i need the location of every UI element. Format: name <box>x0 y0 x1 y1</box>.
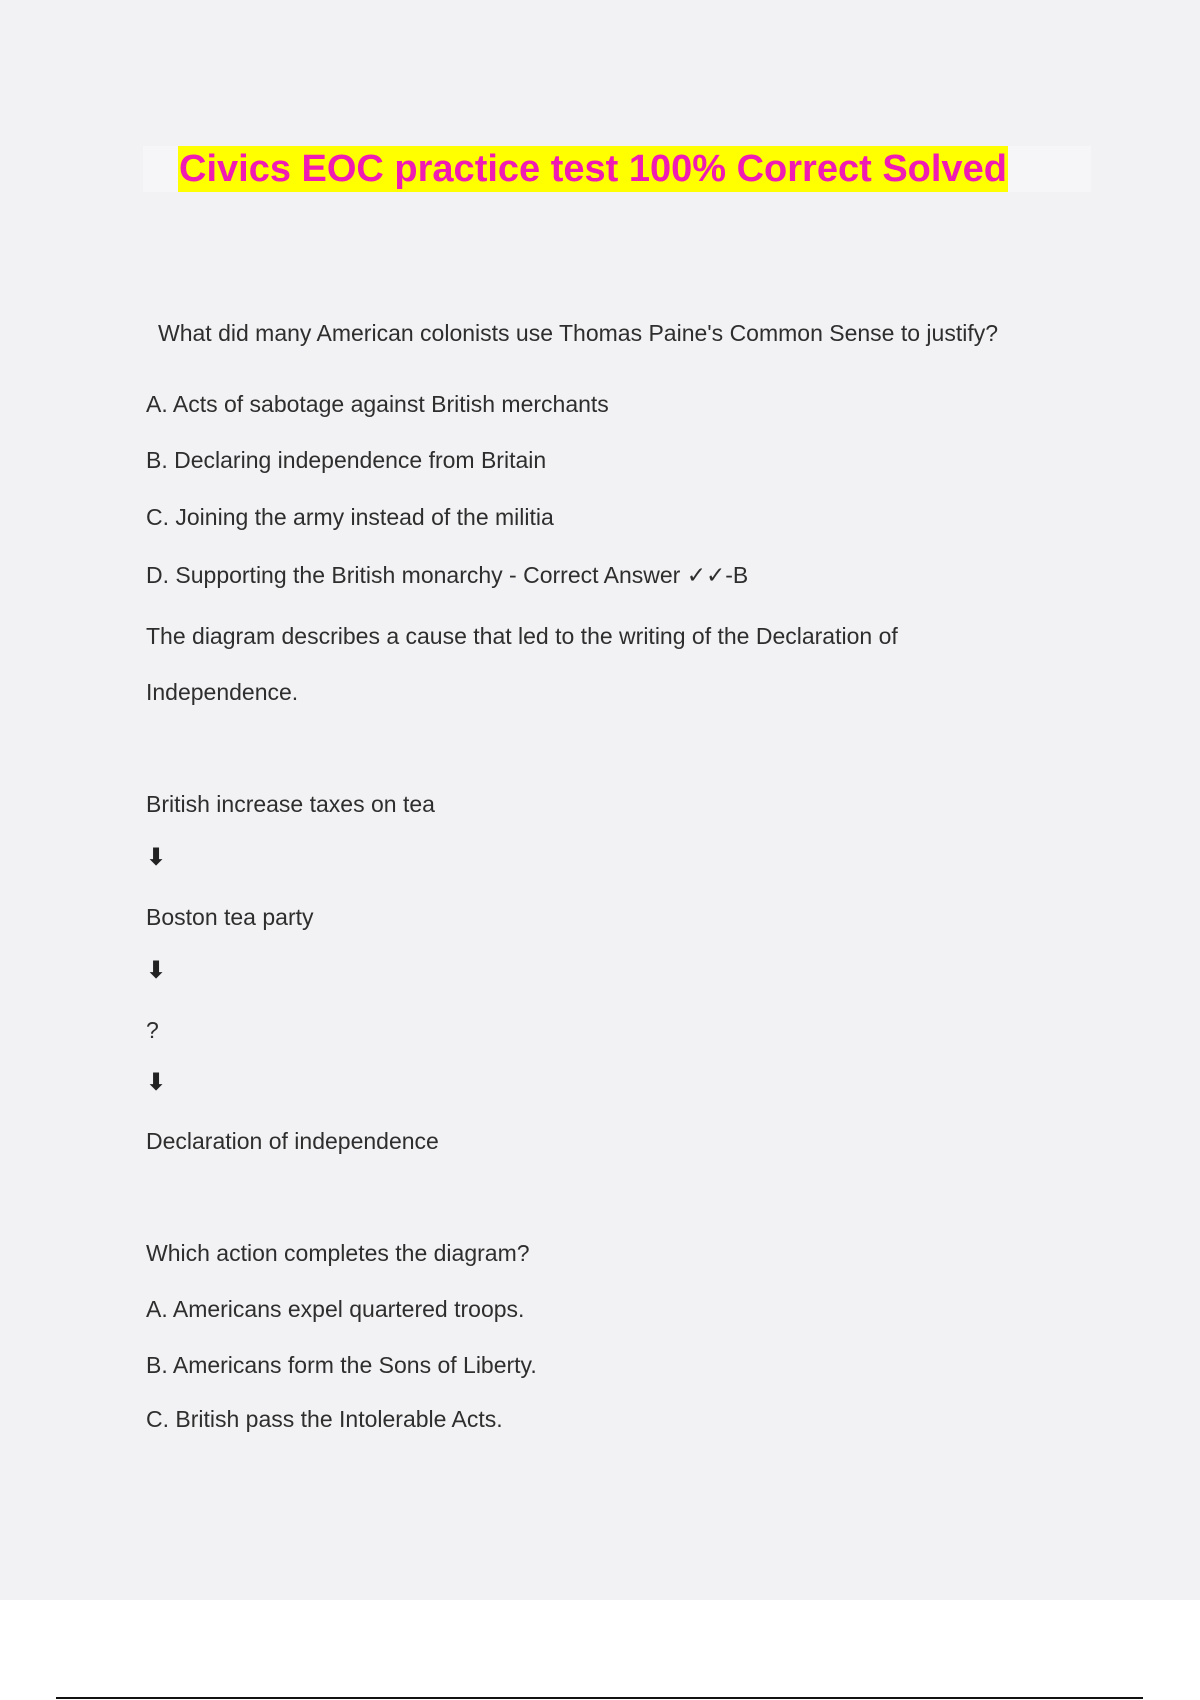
diagram-step-2: Boston tea party <box>146 904 314 930</box>
down-arrow-icon: ⬇ <box>146 957 167 984</box>
question-2-intro-line-2: Independence. <box>146 679 299 705</box>
document-title: Civics EOC practice test 100% Correct Solved <box>179 148 1007 190</box>
question-2-prompt: Which action completes the diagram? <box>146 1240 530 1266</box>
diagram-step-4: Declaration of independence <box>146 1128 439 1154</box>
question-2-option-a: A. Americans expel quartered troops. <box>146 1296 525 1322</box>
question-1-option-c: C. Joining the army instead of the militia <box>146 504 554 530</box>
question-1-option-d-answer: D. Supporting the British monarchy - Correct Answer ✓✓-B <box>146 562 749 588</box>
question-2-option-c: C. British pass the Intolerable Acts. <box>146 1406 503 1432</box>
footer-rule <box>56 1697 1143 1699</box>
question-1-prompt: What did many American colonists use Thomas Paine's Common Sense to justify? <box>158 320 999 346</box>
diagram-step-3-unknown: ? <box>146 1017 159 1043</box>
question-2-intro-line-1: The diagram describes a cause that led to the writing of the Declaration of <box>146 623 898 649</box>
question-1-option-a: A. Acts of sabotage against British merchants <box>146 391 609 417</box>
question-2-option-b: B. Americans form the Sons of Liberty. <box>146 1352 537 1378</box>
down-arrow-icon: ⬇ <box>146 844 167 871</box>
diagram-step-1: British increase taxes on tea <box>146 791 435 817</box>
down-arrow-icon: ⬇ <box>146 1069 167 1096</box>
question-1-option-b: B. Declaring independence from Britain <box>146 447 547 473</box>
